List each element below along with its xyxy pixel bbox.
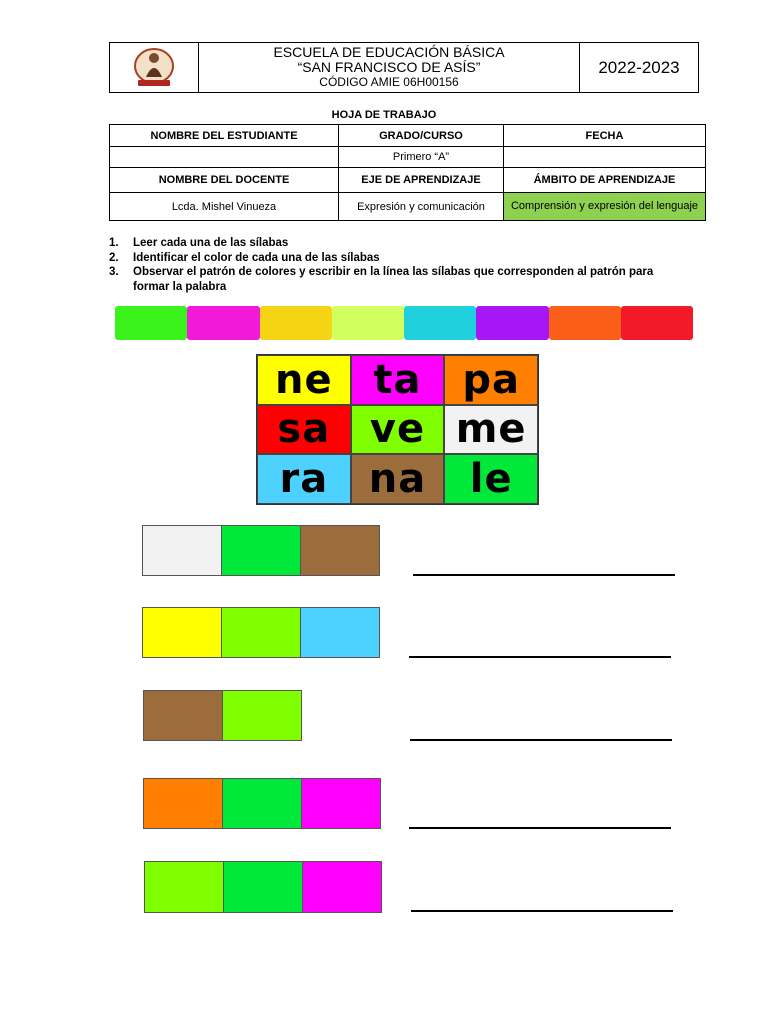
answer-line[interactable] (413, 574, 675, 576)
date-label: FECHA (504, 125, 706, 147)
answer-line[interactable] (410, 739, 672, 741)
color-pattern (143, 690, 302, 741)
teacher-value: Lcda. Mishel Vinueza (110, 193, 339, 221)
instruction-text: Leer cada una de las sílabas (133, 237, 289, 249)
student-field[interactable] (110, 147, 339, 168)
answer-line[interactable] (409, 827, 671, 829)
pattern-color-block (302, 779, 380, 828)
school-subtitle: “SAN FRANCISCO DE ASÍS” (297, 59, 481, 75)
syllable-cell: me (444, 405, 538, 455)
pattern-color-block (143, 526, 222, 575)
color-pattern (143, 778, 381, 829)
syllable-cell: pa (444, 355, 538, 405)
instruction-number: 1. (109, 237, 119, 249)
answer-line[interactable] (409, 656, 671, 658)
pattern-color-block (301, 608, 379, 657)
header-box (109, 42, 699, 93)
syllable-cell: sa (257, 405, 351, 455)
pattern-color-block (224, 862, 303, 912)
palette-swatch (549, 306, 621, 340)
date-field[interactable] (504, 147, 706, 168)
axis-label: EJE DE APRENDIZAJE (339, 168, 504, 193)
color-pattern (144, 861, 382, 913)
instruction-item (109, 251, 669, 266)
school-code: CÓDIGO AMIE 06H00156 (319, 75, 459, 89)
pattern-color-block (222, 526, 301, 575)
pattern-color-block (223, 691, 301, 740)
instruction-number: 2. (109, 251, 119, 264)
color-pattern (142, 525, 380, 576)
color-palette (115, 306, 693, 340)
instructions-list (109, 236, 669, 294)
instruction-text: Observar el patrón de colores y escribir en la línea las sílabas que corresponden al patrón para formar la palabra (133, 266, 654, 293)
grade-label: GRADO/CURSO (339, 125, 504, 147)
palette-swatch (332, 306, 404, 340)
instruction-item (109, 236, 669, 251)
syllable-cell: ne (257, 355, 351, 405)
pattern-color-block (223, 779, 302, 828)
pattern-color-block (144, 691, 223, 740)
palette-swatch (115, 306, 187, 340)
instruction-item (109, 265, 669, 294)
palette-swatch (476, 306, 548, 340)
palette-swatch (260, 306, 332, 340)
info-table (109, 124, 706, 221)
syllable-grid (256, 354, 539, 505)
syllable-cell: le (444, 454, 538, 504)
palette-swatch (621, 306, 693, 340)
color-pattern (142, 607, 380, 658)
syllable-cell: na (351, 454, 445, 504)
pattern-color-block (301, 526, 379, 575)
teacher-label: NOMBRE DEL DOCENTE (110, 168, 339, 193)
answer-line[interactable] (411, 910, 673, 912)
school-year: 2022-2023 (598, 57, 680, 77)
school-name: ESCUELA DE EDUCACIÓN BÁSICA (273, 44, 505, 60)
student-label: NOMBRE DEL ESTUDIANTE (110, 125, 339, 147)
school-logo (110, 43, 199, 92)
school-seal-icon (132, 47, 176, 89)
pattern-color-block (144, 779, 223, 828)
palette-swatch (404, 306, 476, 340)
pattern-color-block (222, 608, 301, 657)
axis-value: Expresión y comunicación (339, 193, 504, 221)
syllable-cell: ve (351, 405, 445, 455)
grade-value: Primero “A” (339, 147, 504, 168)
sheet-title: HOJA DE TRABAJO (331, 109, 437, 121)
school-info (199, 43, 580, 92)
scope-value: Comprensión y expresión del lenguaje (504, 193, 706, 221)
instruction-text: Identificar el color de cada una de las sílabas (133, 251, 380, 264)
pattern-color-block (303, 862, 381, 912)
syllable-cell: ra (257, 454, 351, 504)
instruction-number: 3. (109, 266, 119, 278)
pattern-color-block (145, 862, 224, 912)
scope-label: ÁMBITO DE APRENDIZAJE (504, 168, 706, 193)
pattern-color-block (143, 608, 222, 657)
syllable-cell: ta (351, 355, 445, 405)
palette-swatch (187, 306, 259, 340)
